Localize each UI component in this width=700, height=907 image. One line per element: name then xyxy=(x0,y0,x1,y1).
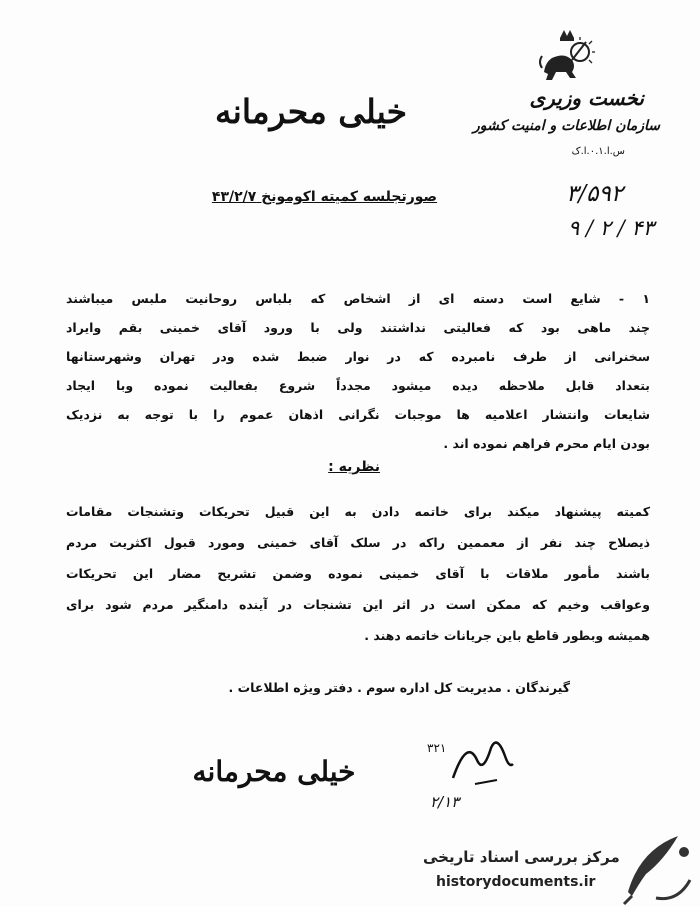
opinion-paragraph xyxy=(66,496,650,651)
paragraph-line: بتعداد قابل ملاحظه دیده میشود مجدداً شروع بفعالیت نموده وبا ایجاد xyxy=(66,378,650,393)
paragraph-line: کمیته پیشنهاد میکند برای خاتمه دادن به این قبیل تحریکات وتشنجات مقامات xyxy=(66,504,650,519)
organization-title: نخست وزیری xyxy=(529,86,644,110)
paragraph-line: باشند مأمور ملاقات با آقای خمینی نموده وضمن تشریح مضار این تحریکات xyxy=(66,566,650,581)
paragraph-line: همیشه وبطور قاطع باین جریانات خاتمه دهند . xyxy=(364,628,650,643)
lion-and-sun-emblem xyxy=(536,28,598,88)
handwritten-signature xyxy=(447,730,517,790)
paragraph-line: وعواقب وخیم که ممکن است در اثر این تشنجات در آینده دامنگیر مردم شود برای xyxy=(66,597,650,612)
watermark-name: مرکز بررسی اسناد تاریخی xyxy=(423,848,620,866)
opinion-heading: نظریه : xyxy=(328,459,380,475)
paragraph-line: ذیصلاح چند نفر از معممین راکه در سلک آقای خمینی ومورد قبول اکثریت مردم xyxy=(66,535,650,550)
quill-logo-icon xyxy=(618,830,698,907)
paragraph-line: شایعات وانتشار اعلامیه ها موجبات نگرانی اذهان عموم را با توجه به نزدیک xyxy=(66,407,650,422)
reference-date: ۹ / ۲ / ۴۳ xyxy=(568,216,654,240)
paragraph-line: چند ماهی بود که فعالیتی نداشتند ولی با ورود آقای خمینی بقم وایراد xyxy=(66,320,650,335)
recipients-line: گیرندگان . مدیریت کل اداره سوم . دفتر ویژه اطلاعات . xyxy=(228,680,570,695)
subject-line: صورتجلسه کمیته اکومونخ ۴۳/۲/۷ xyxy=(211,189,438,205)
signature-date: ۲/۱۳ xyxy=(430,793,460,811)
watermark-url: historydocuments.ir xyxy=(436,874,596,890)
classification-footer: خیلی محرمانه xyxy=(192,755,356,788)
organization-code: س.ا.۰.۱.ا.ک xyxy=(571,146,625,157)
paragraph-line: بودن ایام محرم فراهم نموده اند . xyxy=(443,436,650,451)
classification-heading: خیلی محرمانه xyxy=(214,92,408,131)
signature-number: ۳۲۱ xyxy=(427,741,447,755)
report-paragraph xyxy=(66,284,650,458)
organization-name: سازمان اطلاعات و امنیت کشور xyxy=(473,118,660,134)
reference-number: ۳/۵۹۲ xyxy=(566,181,624,207)
paragraph-line: سخنرانی از طرف نامبرده که در نوار ضبط شده ودر تهران وشهرستانها xyxy=(66,349,650,364)
paragraph-line: ۱ - شایع است دسته ای از اشخاص که بلباس روحانیت ملبس میباشند xyxy=(66,291,650,306)
